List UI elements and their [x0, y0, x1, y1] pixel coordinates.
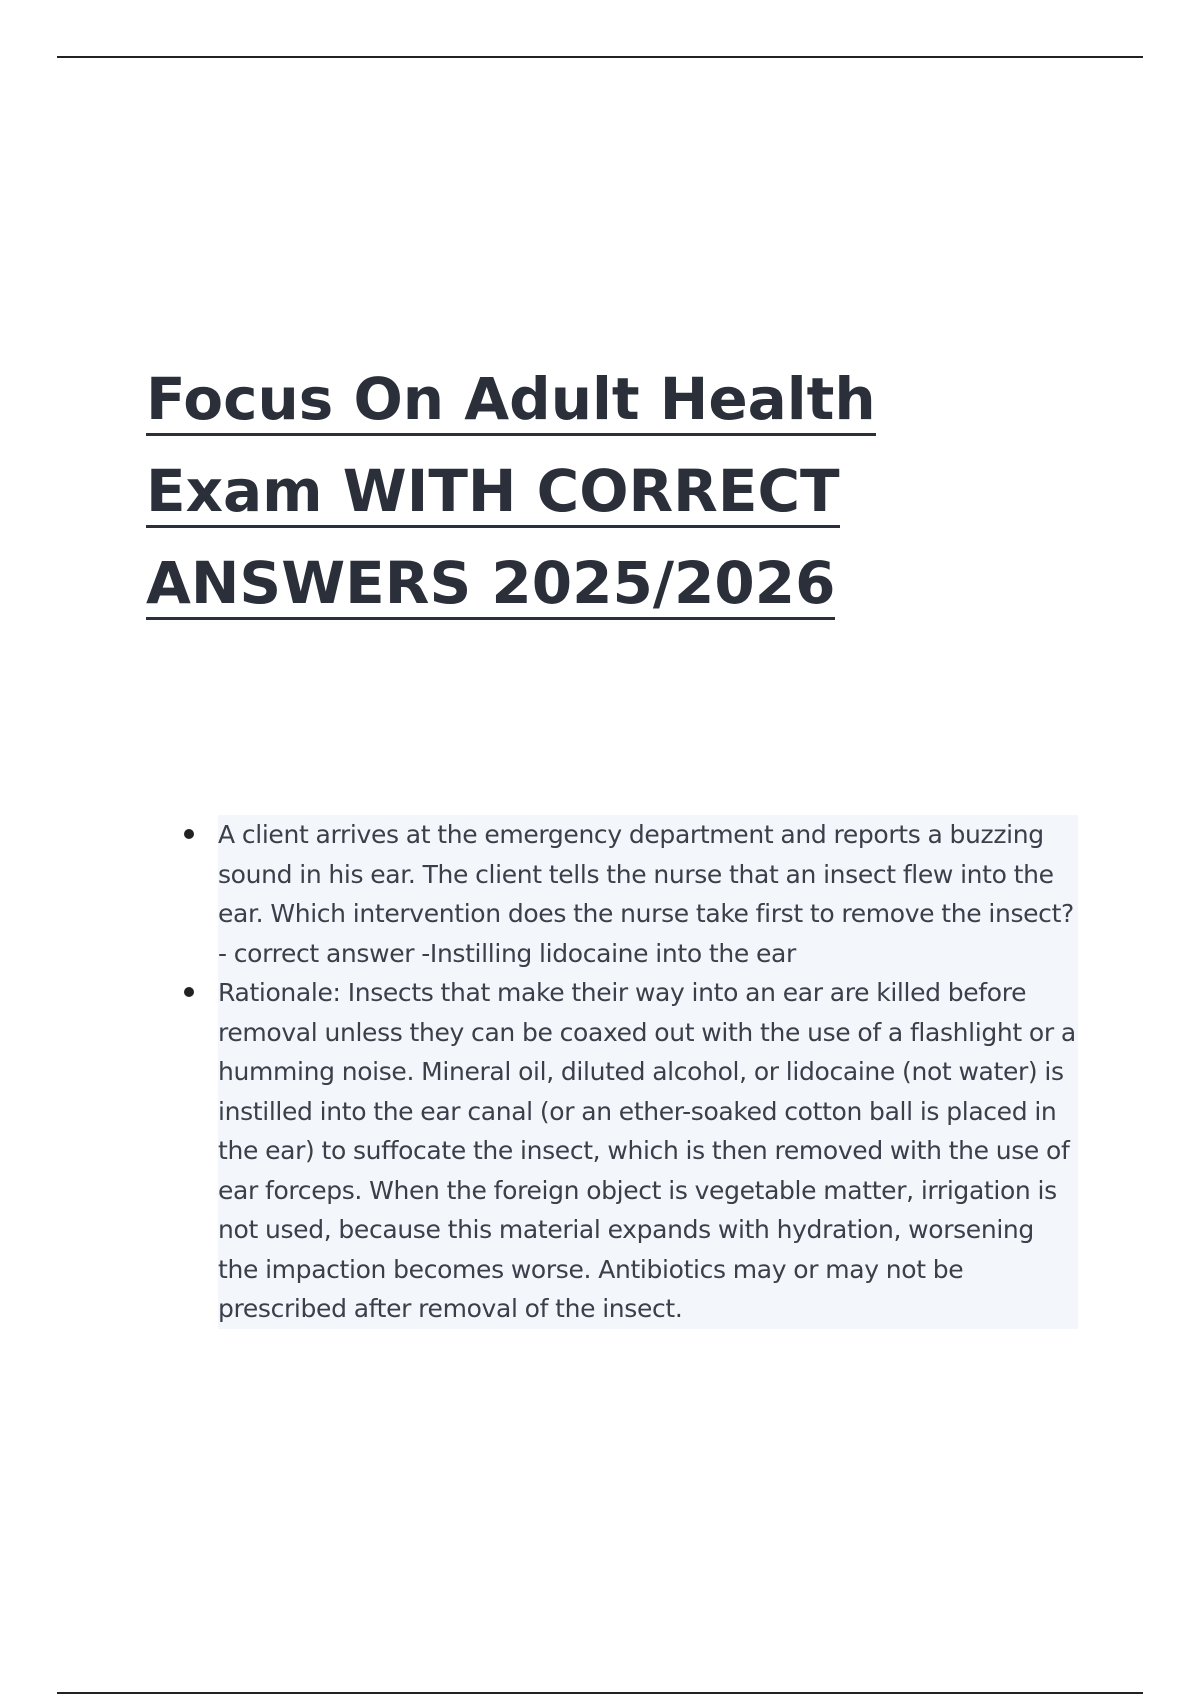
document-title: [146, 353, 1046, 629]
list-item-rationale: [178, 973, 1078, 1329]
footer-rule: [57, 1692, 1143, 1694]
bullet-icon: [184, 829, 194, 839]
list-item-question: [178, 815, 1078, 973]
question-answer-list: [178, 815, 1078, 1329]
header-rule: [57, 56, 1143, 58]
title-line-2: Exam WITH CORRECT: [146, 445, 1046, 537]
title-line-1: Focus On Adult Health: [146, 353, 1046, 445]
rationale-text: Rationale: Insects that make their way into an ear are killed before removal unless they can be coaxed out with the use of a flashlight or a humming noise. Mineral oil, diluted alcohol, or lidocaine (not water) is instilled into the ear canal (or an ether-soaked cotton ball is placed in the ear) to suffocate the insect, which is then removed with the use of ear forceps. When the foreign object is vegetable matter, irrigation is not used, because this material expands with hydration, worsening the impaction becomes worse. Antibiotics may or may not be prescribed after removal of the insect.: [218, 973, 1078, 1329]
question-text: A client arrives at the emergency department and reports a buzzing sound in his ear. The client tells the nurse that an insect flew into the ear. Which intervention does the nurse take first to remove the insect? - correct answer -Instilling lidocaine into the ear: [218, 815, 1078, 973]
bullet-icon: [184, 987, 194, 997]
title-line-3: ANSWERS 2025/2026: [146, 537, 1046, 629]
